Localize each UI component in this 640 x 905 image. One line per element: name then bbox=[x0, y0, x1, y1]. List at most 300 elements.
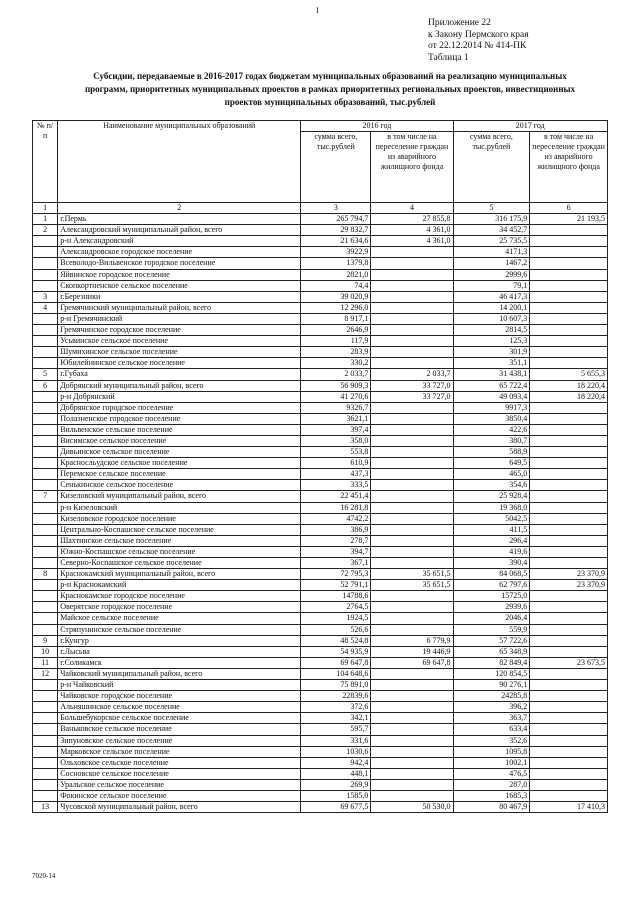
sum-2016: 39 020,9 bbox=[301, 291, 371, 302]
resettlement-2017 bbox=[530, 347, 608, 358]
municipality-name: Уральское сельское поселение bbox=[58, 779, 301, 790]
resettlement-2016 bbox=[371, 702, 453, 713]
sum-2017: 15725,0 bbox=[453, 591, 530, 602]
sum-2017: 351,1 bbox=[453, 358, 530, 369]
municipality-name: Полазненское городское поселение bbox=[58, 413, 301, 424]
column-number: 6 bbox=[530, 203, 608, 214]
resettlement-2016: 6 779,9 bbox=[371, 635, 453, 646]
sum-2016: 56 909,3 bbox=[301, 380, 371, 391]
row-number bbox=[33, 558, 58, 569]
table-row bbox=[33, 668, 608, 679]
sum-2016: 117,9 bbox=[301, 336, 371, 347]
table-row bbox=[33, 768, 608, 779]
municipality-name: Кизеловское городское поселение bbox=[58, 513, 301, 524]
row-number: 11 bbox=[33, 657, 58, 668]
sum-2016: 72 795,3 bbox=[301, 569, 371, 580]
municipality-name: Вильвенское сельское поселение bbox=[58, 424, 301, 435]
resettlement-2017 bbox=[530, 424, 608, 435]
row-number: 4 bbox=[33, 302, 58, 313]
municipality-name: Майское сельское поселение bbox=[58, 613, 301, 624]
table-body bbox=[33, 214, 608, 813]
row-number bbox=[33, 746, 58, 757]
table-row bbox=[33, 691, 608, 702]
row-number: 6 bbox=[33, 380, 58, 391]
row-number bbox=[33, 735, 58, 746]
table-row bbox=[33, 447, 608, 458]
table-row bbox=[33, 369, 608, 380]
page-mark: I bbox=[316, 6, 319, 15]
row-number bbox=[33, 757, 58, 768]
municipality-name: Зипуновское сельское поселение bbox=[58, 735, 301, 746]
sum-2016: 52 791,1 bbox=[301, 580, 371, 591]
sum-2016: 4742,2 bbox=[301, 513, 371, 524]
sum-2017: 352,6 bbox=[453, 735, 530, 746]
sum-2017: 120 854,5 bbox=[453, 668, 530, 679]
resettlement-2017 bbox=[530, 458, 608, 469]
sum-2016: 448,1 bbox=[301, 768, 371, 779]
resettlement-2017 bbox=[530, 313, 608, 324]
sum-2016: 21 634,6 bbox=[301, 236, 371, 247]
table-row bbox=[33, 735, 608, 746]
sum-2017: 79,1 bbox=[453, 280, 530, 291]
resettlement-2017 bbox=[530, 724, 608, 735]
municipality-name: Чайковское городское поселение bbox=[58, 691, 301, 702]
resettlement-2017 bbox=[530, 757, 608, 768]
sum-2016: 342,1 bbox=[301, 713, 371, 724]
resettlement-2016 bbox=[371, 347, 453, 358]
sum-2016: 74,4 bbox=[301, 280, 371, 291]
municipality-name: Гремячинское городское поселение bbox=[58, 325, 301, 336]
resettlement-2017 bbox=[530, 702, 608, 713]
resettlement-2016 bbox=[371, 513, 453, 524]
row-number: 8 bbox=[33, 569, 58, 580]
table-row bbox=[33, 358, 608, 369]
table-row bbox=[33, 269, 608, 280]
sum-2016: 16 281,8 bbox=[301, 502, 371, 513]
resettlement-2017: 5 655,3 bbox=[530, 369, 608, 380]
resettlement-2016 bbox=[371, 313, 453, 324]
municipality-name: Стряпунинское сельское поселение bbox=[58, 624, 301, 635]
resettlement-2017 bbox=[530, 535, 608, 546]
row-number bbox=[33, 779, 58, 790]
sum-2016: 394,7 bbox=[301, 546, 371, 557]
municipality-name: Чайковский муниципальный район, всего bbox=[58, 668, 301, 679]
resettlement-2016 bbox=[371, 247, 453, 258]
resettlement-2017 bbox=[530, 402, 608, 413]
row-number: 7 bbox=[33, 491, 58, 502]
resettlement-2017 bbox=[530, 680, 608, 691]
sum-2017: 465,0 bbox=[453, 469, 530, 480]
resettlement-2016 bbox=[371, 602, 453, 613]
sum-2017: 633,4 bbox=[453, 724, 530, 735]
resettlement-2017: 17 410,3 bbox=[530, 802, 608, 813]
municipality-name: Шумихинское сельское поселение bbox=[58, 347, 301, 358]
sum-2016: 331,6 bbox=[301, 735, 371, 746]
resettlement-2016 bbox=[371, 413, 453, 424]
sum-2016: 1585,0 bbox=[301, 790, 371, 801]
resettlement-2016 bbox=[371, 480, 453, 491]
sum-2016: 386,9 bbox=[301, 524, 371, 535]
row-number bbox=[33, 790, 58, 801]
municipality-name: р-н Чайковский bbox=[58, 680, 301, 691]
sum-2017: 19 368,0 bbox=[453, 502, 530, 513]
table-row bbox=[33, 713, 608, 724]
resettlement-2016 bbox=[371, 491, 453, 502]
appendix-line: Приложение 22 bbox=[428, 18, 491, 28]
table-row bbox=[33, 424, 608, 435]
row-number bbox=[33, 591, 58, 602]
resettlement-2016: 35 651,5 bbox=[371, 580, 453, 591]
resettlement-2016 bbox=[371, 469, 453, 480]
title-line-1: Субсидии, передаваемые в 2016-2017 годах бюджетам муниципальных образований на реализацию муниципальных bbox=[93, 71, 567, 81]
header-name: Наименование муниципальных образований bbox=[58, 121, 301, 203]
sum-2016: 265 794,7 bbox=[301, 214, 371, 225]
resettlement-2017 bbox=[530, 480, 608, 491]
table-row bbox=[33, 546, 608, 557]
resettlement-2016 bbox=[371, 591, 453, 602]
municipality-name: Ваньковское сельское поселение bbox=[58, 724, 301, 735]
row-number bbox=[33, 702, 58, 713]
row-number bbox=[33, 480, 58, 491]
resettlement-2016 bbox=[371, 691, 453, 702]
table-row bbox=[33, 302, 608, 313]
resettlement-2016: 69 647,8 bbox=[371, 657, 453, 668]
sum-2016: 1379,8 bbox=[301, 258, 371, 269]
municipality-name: Красносльудское сельское поселение bbox=[58, 458, 301, 469]
table-row bbox=[33, 790, 608, 801]
sum-2017: 80 467,9 bbox=[453, 802, 530, 813]
sum-2016: 54 935,9 bbox=[301, 646, 371, 657]
sum-2016: 41 270,6 bbox=[301, 391, 371, 402]
sum-2016: 397,4 bbox=[301, 424, 371, 435]
sum-2017: 34 452,7 bbox=[453, 225, 530, 236]
resettlement-2016 bbox=[371, 325, 453, 336]
appendix-table-line: Таблица 1 bbox=[428, 52, 469, 63]
sum-2017: 2046,4 bbox=[453, 613, 530, 624]
municipality-name: р-н Краснокамский bbox=[58, 580, 301, 591]
sum-2017: 2814,5 bbox=[453, 325, 530, 336]
resettlement-2016 bbox=[371, 724, 453, 735]
resettlement-2016: 4 361,0 bbox=[371, 225, 453, 236]
resettlement-2016 bbox=[371, 535, 453, 546]
sum-2017: 1685,3 bbox=[453, 790, 530, 801]
sum-2017: 396,2 bbox=[453, 702, 530, 713]
sum-2016: 2764,5 bbox=[301, 602, 371, 613]
row-number: 10 bbox=[33, 646, 58, 657]
resettlement-2017: 23 370,9 bbox=[530, 569, 608, 580]
municipality-name: Альняшинское сельское поселение bbox=[58, 702, 301, 713]
table-row bbox=[33, 402, 608, 413]
resettlement-2017 bbox=[530, 746, 608, 757]
sum-2017: 1095,8 bbox=[453, 746, 530, 757]
row-number bbox=[33, 602, 58, 613]
resettlement-2016 bbox=[371, 291, 453, 302]
sum-2016: 69 647,8 bbox=[301, 657, 371, 668]
row-number bbox=[33, 258, 58, 269]
column-number: 1 bbox=[33, 203, 58, 214]
resettlement-2016 bbox=[371, 358, 453, 369]
sum-2017: 588,9 bbox=[453, 447, 530, 458]
row-number bbox=[33, 502, 58, 513]
row-number bbox=[33, 336, 58, 347]
resettlement-2016 bbox=[371, 680, 453, 691]
table-row bbox=[33, 702, 608, 713]
sum-2017: 65 348,9 bbox=[453, 646, 530, 657]
municipality-name: г.Лысьва bbox=[58, 646, 301, 657]
row-number bbox=[33, 280, 58, 291]
municipality-name: Ольховское сельское поселение bbox=[58, 757, 301, 768]
resettlement-2016 bbox=[371, 269, 453, 280]
sum-2017: 296,4 bbox=[453, 535, 530, 546]
table-row bbox=[33, 535, 608, 546]
resettlement-2017 bbox=[530, 336, 608, 347]
sum-2016: 2646,9 bbox=[301, 325, 371, 336]
resettlement-2017 bbox=[530, 269, 608, 280]
row-number bbox=[33, 424, 58, 435]
sum-2017: 422,6 bbox=[453, 424, 530, 435]
row-number bbox=[33, 247, 58, 258]
municipality-name: Центрально-Коспашское сельское поселение bbox=[58, 524, 301, 535]
table-row bbox=[33, 802, 608, 813]
table-row bbox=[33, 380, 608, 391]
sum-2016: 610,9 bbox=[301, 458, 371, 469]
table-row bbox=[33, 413, 608, 424]
row-number bbox=[33, 546, 58, 557]
municipality-name: Краснокамский муниципальный район, всего bbox=[58, 569, 301, 580]
table-row bbox=[33, 624, 608, 635]
table-row bbox=[33, 214, 608, 225]
row-number bbox=[33, 469, 58, 480]
municipality-name: Северно-Коспашское сельское поселение bbox=[58, 558, 301, 569]
resettlement-2017: 23 370,9 bbox=[530, 580, 608, 591]
table-row bbox=[33, 225, 608, 236]
municipality-name: р-н Александровский bbox=[58, 236, 301, 247]
sum-2017: 10 607,3 bbox=[453, 313, 530, 324]
resettlement-2017 bbox=[530, 258, 608, 269]
resettlement-2016 bbox=[371, 435, 453, 446]
resettlement-2016: 50 530,0 bbox=[371, 802, 453, 813]
sum-2016: 3922,9 bbox=[301, 247, 371, 258]
row-number bbox=[33, 447, 58, 458]
municipality-name: Усьвинское сельское поселение bbox=[58, 336, 301, 347]
row-number bbox=[33, 358, 58, 369]
table-row bbox=[33, 602, 608, 613]
resettlement-2017: 18 220,4 bbox=[530, 380, 608, 391]
appendix-date-line: от 22.12.2014 № 414-ПК bbox=[428, 41, 527, 51]
resettlement-2016 bbox=[371, 757, 453, 768]
sum-2016: 12 296,0 bbox=[301, 302, 371, 313]
resettlement-2016 bbox=[371, 746, 453, 757]
resettlement-2017 bbox=[530, 358, 608, 369]
table-row bbox=[33, 757, 608, 768]
row-number bbox=[33, 613, 58, 624]
row-number bbox=[33, 513, 58, 524]
sum-2017: 649,5 bbox=[453, 458, 530, 469]
resettlement-2016 bbox=[371, 258, 453, 269]
sum-2016: 75 891,0 bbox=[301, 680, 371, 691]
row-number bbox=[33, 269, 58, 280]
municipality-name: Яйвинское городское поселение bbox=[58, 269, 301, 280]
sum-2017: 57 722,6 bbox=[453, 635, 530, 646]
municipality-name: Чусовской муниципальный район, всего bbox=[58, 802, 301, 813]
municipality-name: Перемское сельское поселение bbox=[58, 469, 301, 480]
header-num: № п/п bbox=[33, 121, 58, 203]
appendix-law-line: к Закону Пермского края bbox=[428, 29, 529, 40]
resettlement-2017 bbox=[530, 591, 608, 602]
sum-2017: 363,7 bbox=[453, 713, 530, 724]
municipality-name: р-н Добрянский bbox=[58, 391, 301, 402]
resettlement-2017 bbox=[530, 768, 608, 779]
resettlement-2016 bbox=[371, 768, 453, 779]
sum-2016: 9326,7 bbox=[301, 402, 371, 413]
table-row bbox=[33, 657, 608, 668]
resettlement-2017: 18 220,4 bbox=[530, 391, 608, 402]
sum-2016: 3621,1 bbox=[301, 413, 371, 424]
row-number bbox=[33, 402, 58, 413]
row-number bbox=[33, 580, 58, 591]
table-row bbox=[33, 746, 608, 757]
resettlement-2017 bbox=[530, 713, 608, 724]
municipality-name: Висимское сельское поселение bbox=[58, 435, 301, 446]
row-number bbox=[33, 768, 58, 779]
sum-2016: 104 648,6 bbox=[301, 668, 371, 679]
resettlement-2017 bbox=[530, 469, 608, 480]
row-number bbox=[33, 680, 58, 691]
row-number bbox=[33, 391, 58, 402]
table-row bbox=[33, 336, 608, 347]
resettlement-2016 bbox=[371, 336, 453, 347]
sum-2017: 316 175,9 bbox=[453, 214, 530, 225]
municipality-name: Александровский муниципальный район, всего bbox=[58, 225, 301, 236]
row-number bbox=[33, 624, 58, 635]
sum-2017: 82 849,4 bbox=[453, 657, 530, 668]
table-row bbox=[33, 469, 608, 480]
sum-2017: 4171,3 bbox=[453, 247, 530, 258]
resettlement-2017 bbox=[530, 502, 608, 513]
resettlement-2016 bbox=[371, 779, 453, 790]
municipality-name: Юбилейнинское сельское поселение bbox=[58, 358, 301, 369]
municipality-name: Кизеловский муниципальный район, всего bbox=[58, 491, 301, 502]
sum-2017: 559,9 bbox=[453, 624, 530, 635]
table-row bbox=[33, 347, 608, 358]
row-number bbox=[33, 236, 58, 247]
resettlement-2017 bbox=[530, 447, 608, 458]
table-row bbox=[33, 680, 608, 691]
resettlement-2017 bbox=[530, 613, 608, 624]
sum-2017: 5042,5 bbox=[453, 513, 530, 524]
row-number bbox=[33, 313, 58, 324]
resettlement-2016 bbox=[371, 668, 453, 679]
sum-2017: 1467,2 bbox=[453, 258, 530, 269]
sum-2017: 419,6 bbox=[453, 546, 530, 557]
sum-2016: 1924,5 bbox=[301, 613, 371, 624]
sum-2016: 283,9 bbox=[301, 347, 371, 358]
sum-2016: 1030,6 bbox=[301, 746, 371, 757]
municipality-name: Скопкортненское сельское поселение bbox=[58, 280, 301, 291]
municipality-name: Дивьинское сельское поселение bbox=[58, 447, 301, 458]
municipality-name: г.Березники bbox=[58, 291, 301, 302]
resettlement-2016 bbox=[371, 502, 453, 513]
sum-2017: 2999,6 bbox=[453, 269, 530, 280]
row-number: 13 bbox=[33, 802, 58, 813]
sum-2017: 25 928,4 bbox=[453, 491, 530, 502]
table-row bbox=[33, 280, 608, 291]
table-row bbox=[33, 646, 608, 657]
sum-2016: 2821,0 bbox=[301, 269, 371, 280]
row-number bbox=[33, 458, 58, 469]
sum-2016: 372,6 bbox=[301, 702, 371, 713]
municipality-name: Южно-Коспашское сельское поселение bbox=[58, 546, 301, 557]
resettlement-2017 bbox=[530, 546, 608, 557]
sum-2016: 553,8 bbox=[301, 447, 371, 458]
row-number bbox=[33, 724, 58, 735]
sum-2017: 125,3 bbox=[453, 336, 530, 347]
resettlement-2017 bbox=[530, 668, 608, 679]
sum-2017: 24285,8 bbox=[453, 691, 530, 702]
resettlement-2016: 33 727,0 bbox=[371, 380, 453, 391]
resettlement-2017 bbox=[530, 302, 608, 313]
resettlement-2016 bbox=[371, 790, 453, 801]
header-sum-2017: сумма всего, тыс.рублей bbox=[453, 132, 530, 203]
sum-2016: 22 451,4 bbox=[301, 491, 371, 502]
column-number: 4 bbox=[371, 203, 453, 214]
table-row bbox=[33, 247, 608, 258]
municipality-name: Сосновское сельское поселение bbox=[58, 768, 301, 779]
sum-2017: 2939,6 bbox=[453, 602, 530, 613]
sum-2017: 31 438,1 bbox=[453, 369, 530, 380]
sum-2017: 411,5 bbox=[453, 524, 530, 535]
sum-2017: 380,7 bbox=[453, 435, 530, 446]
municipality-name: Добрянский муниципальный район, всего bbox=[58, 380, 301, 391]
sum-2017: 14 200,1 bbox=[453, 302, 530, 313]
title-line-3: проектов муниципальных образований, тыс.рублей bbox=[224, 97, 436, 107]
municipality-name: г.Кунгур bbox=[58, 635, 301, 646]
table-row bbox=[33, 313, 608, 324]
document-title bbox=[40, 70, 620, 109]
table-row bbox=[33, 591, 608, 602]
resettlement-2017 bbox=[530, 624, 608, 635]
resettlement-2016: 2 033,7 bbox=[371, 369, 453, 380]
resettlement-2016 bbox=[371, 402, 453, 413]
sum-2017: 1002,1 bbox=[453, 757, 530, 768]
resettlement-2016 bbox=[371, 558, 453, 569]
table-row bbox=[33, 491, 608, 502]
table-row bbox=[33, 635, 608, 646]
resettlement-2017 bbox=[530, 325, 608, 336]
sum-2017: 46 417,3 bbox=[453, 291, 530, 302]
sum-2016: 69 677,5 bbox=[301, 802, 371, 813]
municipality-name: г.Пермь bbox=[58, 214, 301, 225]
sum-2017: 3850,4 bbox=[453, 413, 530, 424]
resettlement-2017 bbox=[530, 291, 608, 302]
sum-2016: 14788,6 bbox=[301, 591, 371, 602]
header-resettle-2017: в том числе на переселение граждан из аварийного жилищного фонда bbox=[530, 132, 608, 203]
resettlement-2016: 4 361,0 bbox=[371, 236, 453, 247]
resettlement-2016 bbox=[371, 302, 453, 313]
resettlement-2016 bbox=[371, 524, 453, 535]
municipality-name: Краснокамское городское поселение bbox=[58, 591, 301, 602]
row-number: 2 bbox=[33, 225, 58, 236]
row-number bbox=[33, 713, 58, 724]
sum-2017: 354,6 bbox=[453, 480, 530, 491]
sum-2017: 301,9 bbox=[453, 347, 530, 358]
sum-2016: 2 033,7 bbox=[301, 369, 371, 380]
sum-2016: 367,1 bbox=[301, 558, 371, 569]
resettlement-2017 bbox=[530, 790, 608, 801]
sum-2017: 25 735,5 bbox=[453, 236, 530, 247]
resettlement-2016: 27 855,8 bbox=[371, 214, 453, 225]
sum-2017: 390,4 bbox=[453, 558, 530, 569]
